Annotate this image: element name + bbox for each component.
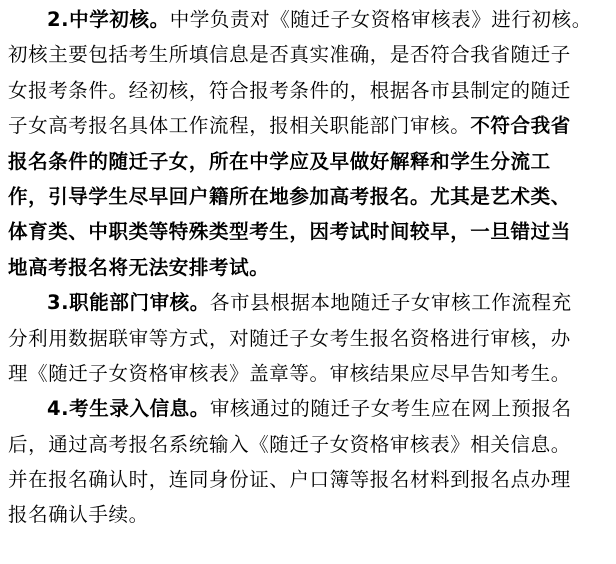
section2-line-2: 初核主要包括考生所填信息是否真实准确，是否符合我省随迁子 (8, 43, 571, 67)
section2-line-3: 女报考条件。经初核，符合报考条件的，根据各市县制定的随迁 (8, 78, 571, 102)
section4-line-4: 报名确认手续。 (8, 503, 149, 527)
section4-line-3: 并在报名确认时，连同身份证、户口簿等报名材料到报名点办理 (8, 468, 571, 492)
section2-line-5: 报名条件的随迁子女，所在中学应及早做好解释和学生分流工 (8, 149, 551, 173)
section2-line-8: 地高考报名将无法安排考试。 (8, 255, 270, 279)
section2-line-6: 作，引导学生尽早回户籍所在地参加高考报名。尤其是艺术类、 (8, 184, 571, 208)
section2-text: 中学负责对《随迁子女资格审核表》进行初核。 (169, 8, 592, 31)
section3-heading: 3.职能部门审核。 (47, 291, 210, 315)
section2-emphasis: 不符合我省 (470, 114, 571, 138)
section2-text: 子女高考报名具体工作流程，报相关职能部门审核。 (8, 114, 471, 138)
section3-text: 各市县根据本地随迁子女审核工作流程充 (209, 291, 572, 315)
section2-line-7: 体育类、中职类等特殊类型考生，因考试时间较早，一旦错过当 (8, 220, 571, 244)
section3-line-2: 分利用数据联审等方式，对随迁子女考生报名资格进行审核，办 (8, 326, 571, 350)
section4-heading: 4.考生录入信息。 (47, 397, 210, 421)
section4-text: 审核通过的随迁子女考生应在网上预报名 (209, 397, 572, 421)
section3-line-1 (8, 285, 610, 320)
section4-line-1 (8, 391, 610, 426)
section2-line-4 (8, 108, 610, 143)
section2-heading: 2.中学初核。 (47, 8, 170, 31)
section2-line-1 (8, 2, 610, 37)
section3-line-3: 理《随迁子女资格审核表》盖章等。审核结果应尽早告知考生。 (8, 361, 571, 385)
section4-line-2: 后，通过高考报名系统输入《随迁子女资格审核表》相关信息。 (8, 432, 571, 456)
